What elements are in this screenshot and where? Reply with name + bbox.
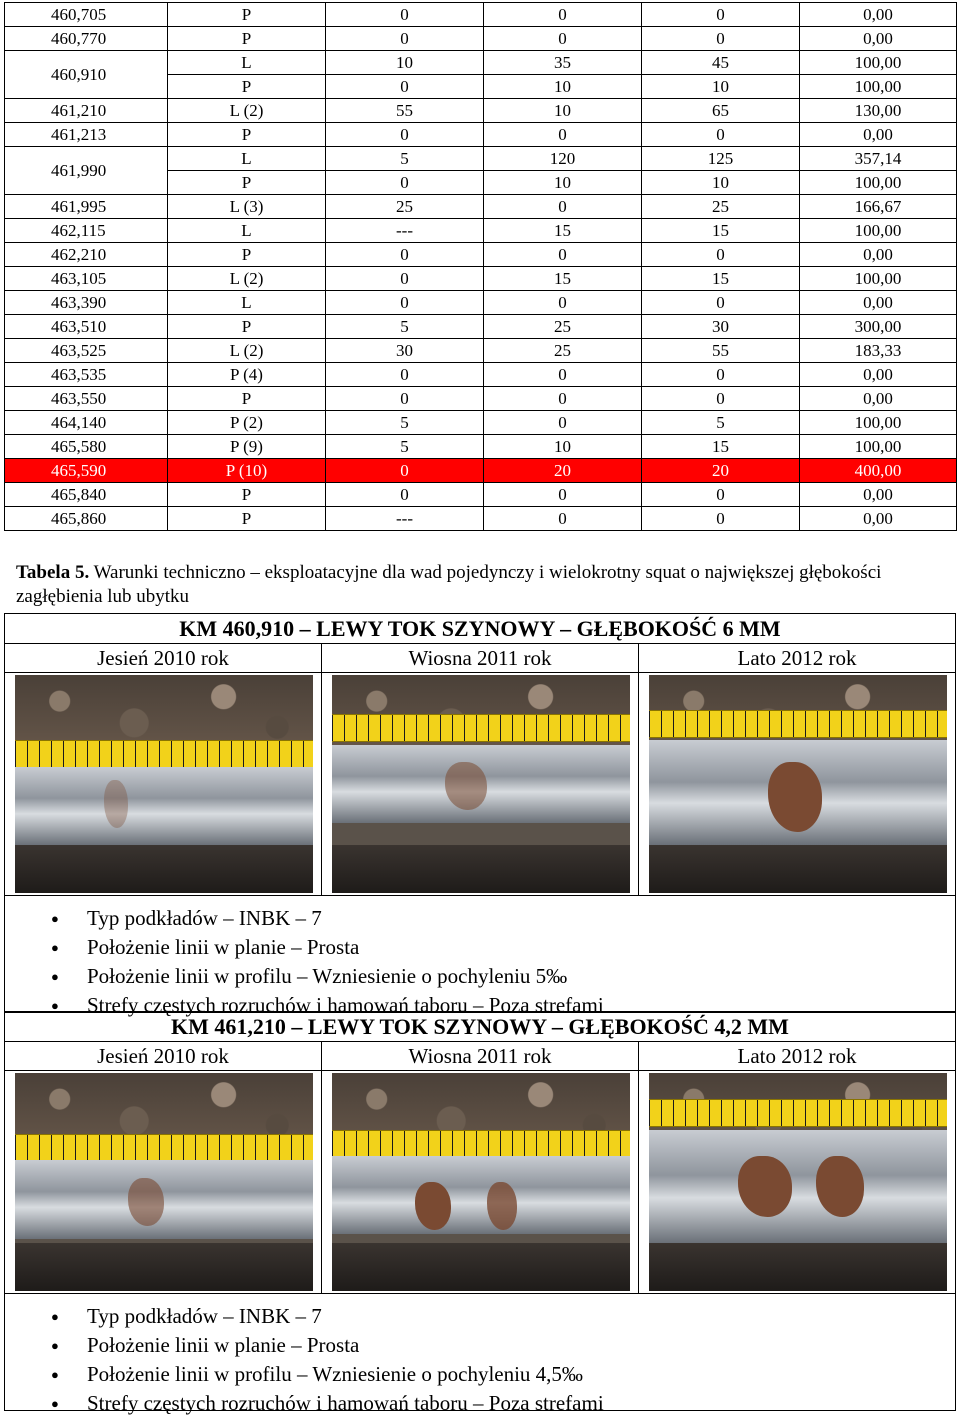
caption-label: Tabela 5. (16, 562, 90, 583)
cell-b: 0 (484, 363, 642, 387)
cell-side: P (2) (168, 411, 326, 435)
cell-a: 10 (326, 51, 484, 75)
cell-a: 0 (326, 243, 484, 267)
photo-row (4, 673, 956, 896)
table-row (5, 291, 957, 315)
cell-pct: 0,00 (800, 483, 957, 507)
cell-pct: 166,67 (800, 195, 957, 219)
cell-c: 25 (642, 195, 800, 219)
cell-pct: 130,00 (800, 99, 957, 123)
cell-c: 0 (642, 483, 800, 507)
cell-km: 461,213 (5, 123, 168, 147)
table-row (5, 435, 957, 459)
conditions-list (4, 896, 956, 1017)
cell-km: 465,590 (5, 459, 168, 483)
cell-a: 5 (326, 147, 484, 171)
cell-pct: 100,00 (800, 219, 957, 243)
cell-pct: 0,00 (800, 123, 957, 147)
cell-km: 463,550 (5, 387, 168, 411)
cell-a: 0 (326, 123, 484, 147)
cell-a: 0 (326, 3, 484, 27)
cell-a: 0 (326, 291, 484, 315)
cell-b: 0 (484, 387, 642, 411)
cell-a: 0 (326, 267, 484, 291)
table-row (5, 99, 957, 123)
cell-side: P (168, 3, 326, 27)
cell-a: 5 (326, 435, 484, 459)
cell-side: L (2) (168, 267, 326, 291)
season-spring-2011: Wiosna 2011 rok (321, 644, 638, 672)
cell-b: 120 (484, 147, 642, 171)
section-title: KM 461,210 – LEWY TOK SZYNOWY – GŁĘBOKOŚĆ 4,2 MM (4, 1011, 956, 1041)
table-row (5, 195, 957, 219)
cell-pct: 100,00 (800, 171, 957, 195)
cell-side: L (2) (168, 99, 326, 123)
cell-b: 0 (484, 3, 642, 27)
cell-b: 0 (484, 123, 642, 147)
cell-a: 25 (326, 195, 484, 219)
cell-b: 10 (484, 99, 642, 123)
cell-b: 0 (484, 27, 642, 51)
cell-a: 55 (326, 99, 484, 123)
cell-b: 10 (484, 171, 642, 195)
cell-c: 65 (642, 99, 800, 123)
list-item: ● Strefy częstych rozruchów i hamowań taboru – Poza strefami (87, 991, 955, 1020)
cell-km: 463,535 (5, 363, 168, 387)
cell-c: 0 (642, 291, 800, 315)
cell-a: 0 (326, 171, 484, 195)
cell-pct: 100,00 (800, 267, 957, 291)
season-header-row (4, 1041, 956, 1071)
table-row (5, 27, 957, 51)
table-row (5, 363, 957, 387)
cell-side: P (168, 27, 326, 51)
table-row (5, 315, 957, 339)
cell-a: 0 (326, 387, 484, 411)
cell-pct: 0,00 (800, 507, 957, 531)
cell-b: 15 (484, 267, 642, 291)
season-spring-2011: Wiosna 2011 rok (321, 1042, 638, 1070)
cell-pct: 0,00 (800, 291, 957, 315)
cell-a: 5 (326, 315, 484, 339)
list-item: ● Położenie linii w profilu – Wzniesienie o pochyleniu 5‰ (87, 962, 955, 991)
cell-a: 0 (326, 363, 484, 387)
cell-side: P (168, 171, 326, 195)
list-item: ● Położenie linii w planie – Prosta (87, 1331, 955, 1360)
cell-km: 461,995 (5, 195, 168, 219)
rail-photo (649, 1073, 947, 1291)
cell-a: 5 (326, 411, 484, 435)
section-km-461-210 (4, 1011, 956, 1415)
cell-c: 55 (642, 339, 800, 363)
cell-km: 460,770 (5, 27, 168, 51)
conditions-list (4, 1294, 956, 1415)
cell-pct: 100,00 (800, 75, 957, 99)
cell-pct: 0,00 (800, 243, 957, 267)
table-row (5, 483, 957, 507)
photo-row (4, 1071, 956, 1294)
cell-km: 463,105 (5, 267, 168, 291)
table-row (5, 3, 957, 27)
cell-km: 461,990 (5, 147, 168, 195)
cell-b: 35 (484, 51, 642, 75)
cell-c: 30 (642, 315, 800, 339)
cell-a: 30 (326, 339, 484, 363)
cell-pct: 100,00 (800, 51, 957, 75)
cell-side: P (168, 387, 326, 411)
cell-c: 5 (642, 411, 800, 435)
section-km-460-910 (4, 613, 956, 1017)
cell-pct: 0,00 (800, 3, 957, 27)
cell-c: 20 (642, 459, 800, 483)
cell-side: P (168, 507, 326, 531)
cell-km: 462,210 (5, 243, 168, 267)
table-row (5, 387, 957, 411)
cell-c: 125 (642, 147, 800, 171)
cell-a: 0 (326, 75, 484, 99)
season-header-row (4, 643, 956, 673)
season-summer-2012: Lato 2012 rok (638, 1042, 955, 1070)
cell-pct: 357,14 (800, 147, 957, 171)
cell-side: P (168, 75, 326, 99)
cell-side: L (3) (168, 195, 326, 219)
cell-side: P (168, 123, 326, 147)
cell-c: 0 (642, 3, 800, 27)
list-item: ● Położenie linii w profilu – Wzniesienie o pochyleniu 4,5‰ (87, 1360, 955, 1389)
rail-photo (15, 675, 313, 893)
cell-c: 0 (642, 507, 800, 531)
cell-km: 462,115 (5, 219, 168, 243)
cell-pct: 0,00 (800, 387, 957, 411)
table-row (5, 243, 957, 267)
table-row (5, 267, 957, 291)
cell-c: 15 (642, 267, 800, 291)
cell-side: L (168, 291, 326, 315)
cell-c: 0 (642, 387, 800, 411)
cell-side: P (9) (168, 435, 326, 459)
table-row (5, 459, 957, 483)
cell-km: 465,580 (5, 435, 168, 459)
cell-side: L (168, 147, 326, 171)
cell-a: 0 (326, 27, 484, 51)
table-row (5, 219, 957, 243)
cell-side: L (168, 219, 326, 243)
cell-a: --- (326, 219, 484, 243)
cell-a: 0 (326, 483, 484, 507)
season-autumn-2010: Jesień 2010 rok (97, 646, 229, 670)
cell-km: 463,510 (5, 315, 168, 339)
cell-b: 15 (484, 219, 642, 243)
cell-b: 0 (484, 483, 642, 507)
cell-km: 465,860 (5, 507, 168, 531)
cell-b: 25 (484, 339, 642, 363)
table-row (5, 339, 957, 363)
cell-c: 0 (642, 27, 800, 51)
rail-photo (332, 675, 630, 893)
cell-c: 10 (642, 75, 800, 99)
cell-b: 0 (484, 411, 642, 435)
cell-b: 0 (484, 291, 642, 315)
cell-c: 15 (642, 435, 800, 459)
cell-b: 0 (484, 507, 642, 531)
cell-side: P (168, 483, 326, 507)
rail-photo (15, 1073, 313, 1291)
cell-c: 0 (642, 243, 800, 267)
list-item: ● Typ podkładów – INBK – 7 (87, 904, 955, 933)
table-row (5, 507, 957, 531)
cell-pct: 0,00 (800, 363, 957, 387)
cell-km: 460,705 (5, 3, 168, 27)
table-caption (16, 561, 956, 609)
cell-b: 0 (484, 195, 642, 219)
cell-a: 0 (326, 459, 484, 483)
cell-km: 463,525 (5, 339, 168, 363)
cell-pct: 0,00 (800, 27, 957, 51)
cell-km: 464,140 (5, 411, 168, 435)
rail-photo (649, 675, 947, 893)
cell-pct: 100,00 (800, 435, 957, 459)
cell-a: --- (326, 507, 484, 531)
cell-side: L (2) (168, 339, 326, 363)
cell-km: 461,210 (5, 99, 168, 123)
cell-km: 463,390 (5, 291, 168, 315)
cell-km: 465,840 (5, 483, 168, 507)
cell-b: 10 (484, 435, 642, 459)
cell-side: L (168, 51, 326, 75)
table-row (5, 123, 957, 147)
cell-b: 25 (484, 315, 642, 339)
cell-c: 0 (642, 123, 800, 147)
caption-text: Warunki techniczno – eksploatacyjne dla wad pojedynczy i wielokrotny squat o największej głębokości zagłębienia lub ubytku (16, 562, 882, 607)
table-row (5, 147, 957, 171)
list-item: ● Strefy częstych rozruchów i hamowań taboru – Poza strefami (87, 1389, 955, 1418)
cell-side: P (168, 243, 326, 267)
cell-pct: 300,00 (800, 315, 957, 339)
rail-photo (332, 1073, 630, 1291)
cell-c: 10 (642, 171, 800, 195)
cell-pct: 183,33 (800, 339, 957, 363)
cell-km: 460,910 (5, 51, 168, 99)
cell-c: 15 (642, 219, 800, 243)
cell-c: 0 (642, 363, 800, 387)
cell-pct: 100,00 (800, 411, 957, 435)
season-summer-2012: Lato 2012 rok (638, 644, 955, 672)
cell-c: 45 (642, 51, 800, 75)
cell-side: P (10) (168, 459, 326, 483)
cell-b: 20 (484, 459, 642, 483)
table-row (5, 51, 957, 75)
cell-side: P (168, 315, 326, 339)
list-item: ● Typ podkładów – INBK – 7 (87, 1302, 955, 1331)
cell-pct: 400,00 (800, 459, 957, 483)
season-autumn-2010: Jesień 2010 rok (97, 1044, 229, 1068)
cell-b: 10 (484, 75, 642, 99)
cell-b: 0 (484, 243, 642, 267)
cell-side: P (4) (168, 363, 326, 387)
list-item: ● Położenie linii w planie – Prosta (87, 933, 955, 962)
table-row (5, 411, 957, 435)
section-title: KM 460,910 – LEWY TOK SZYNOWY – GŁĘBOKOŚĆ 6 MM (4, 613, 956, 643)
squat-data-table (4, 2, 957, 531)
